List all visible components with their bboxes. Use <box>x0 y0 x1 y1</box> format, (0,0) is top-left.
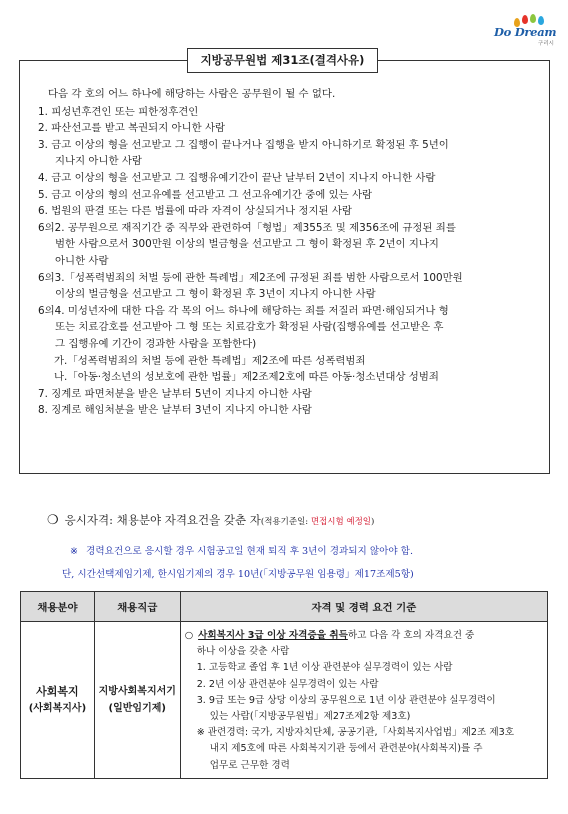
note-line-2: 단, 시간선택제임기제, 한시임기제의 경우 10년(「지방공무원 임용령」제17조제5항) <box>62 569 414 580</box>
law-item: 8. 징계로 해임처분을 받은 날부터 3년이 지나지 아니한 사람 <box>38 404 312 417</box>
qualification-note <box>62 540 550 586</box>
field-line-2: (사회복지사) <box>28 702 87 714</box>
note-mark-icon: ※ <box>70 546 79 557</box>
table-header-row <box>21 592 548 622</box>
qualification-paren-close: ) <box>371 517 375 527</box>
law-item-cont: 지나지 아니한 사람 <box>55 155 142 168</box>
req-item: 2. 2년 이상 관련분야 실무경력이 있는 사람 <box>196 678 379 690</box>
law-item: 6의4. 미성년자에 대한 다음 각 목의 어느 하나에 해당하는 죄를 저질러 파면·해임되거나 형 <box>38 304 449 317</box>
header-requirements: 자격 및 경력 요건 기준 <box>180 592 547 622</box>
law-item-cont: 그 집행유예 기간이 경과한 사람을 포함한다) <box>55 337 257 350</box>
req-note: ※ 관련경력: 국가, 지방자치단체, 공공기관,「사회복지사업법」제2조 제3호 <box>196 727 514 739</box>
logo-sub: 구리시 <box>538 41 554 47</box>
qualification-paren-red: 면접시험 예정일 <box>310 517 372 527</box>
grade-line-1: 지방사회복지서기 <box>98 685 176 697</box>
requirements-table <box>20 591 548 779</box>
law-item-cont: 또는 치료감호를 선고받아 그 형 또는 치료감호가 확정된 사람(집행유예를 선고받은 후 <box>55 321 444 334</box>
req-note-cont: 업무로 근무한 경력 <box>209 759 290 771</box>
field-cell <box>21 622 95 779</box>
req-intro-rest: 하고 다음 각 호의 자격요건 중 <box>347 630 475 641</box>
law-item-cont: 아니한 사람 <box>55 254 109 267</box>
law-subitem: 나.「아동·청소년의 성보호에 관한 법률」제2조제2호에 따른 아동·청소년대상 성범죄 <box>54 371 439 384</box>
req-intro-cont: 하나 이상을 갖춘 사람 <box>196 646 290 658</box>
circle-bullet-icon: ○ <box>184 630 194 641</box>
req-item-cont: 있는 사람(「지방공무원법」제27조제2항 제3호) <box>209 711 411 723</box>
law-intro: 다음 각 호의 어느 하나에 해당하는 사람은 공무원이 될 수 없다. <box>48 88 336 100</box>
grade-line-2: (일반임기제) <box>108 702 166 714</box>
requirements-cell <box>180 622 547 779</box>
req-item: 3. 9급 또는 9급 상당 이상의 공무원으로 1년 이상 관련분야 실무경력이 <box>196 694 496 706</box>
law-item: 5. 금고 이상의 형의 선고유예를 선고받고 그 선고유예기간 중에 있는 사람 <box>38 188 373 201</box>
grade-cell <box>94 622 180 779</box>
law-item: 6. 법원의 판결 또는 다른 법률에 따라 자격이 상실되거나 정지된 사람 <box>38 205 352 218</box>
qualification-title: 응시자격: 채용분야 자격요건을 갖춘 자 <box>64 513 261 527</box>
law-body <box>38 86 543 419</box>
law-item: 2. 파산선고를 받고 복권되지 아니한 사람 <box>38 122 226 135</box>
section-title <box>47 512 374 528</box>
qualification-paren-open: (적용기준일: <box>260 517 311 527</box>
law-item-cont: 범한 사람으로서 300만원 이상의 벌금형을 선고받고 그 형이 확정된 후 2년이 지나지 <box>55 238 439 251</box>
law-item: 1. 피성년후견인 또는 피한정후견인 <box>38 105 199 118</box>
law-title: 지방공무원법 제31조(결격사유) <box>187 48 378 73</box>
field-line-1: 사회복지 <box>36 684 79 698</box>
header-grade: 채용직급 <box>94 592 180 622</box>
logo-brand: Do Dream <box>494 25 557 39</box>
bullet-circle-icon: ❍ <box>47 513 59 528</box>
table-row <box>21 622 548 779</box>
law-item: 3. 금고 이상의 형을 선고받고 그 집행이 끝나거나 집행을 받지 아니하기로 확정된 후 5년이 <box>38 138 449 151</box>
law-item: 6의2. 공무원으로 재직기간 중 직무와 관련하여「형법」제355조 및 제356조에 규정된 죄를 <box>38 221 456 234</box>
law-subitem: 가.「성폭력범죄의 처벌 등에 관한 특례법」제2조에 따른 성폭력범죄 <box>54 354 366 367</box>
law-item-cont: 이상의 벌금형을 선고받고 그 형이 확정된 후 3년이 지나지 아니한 사람 <box>55 288 376 301</box>
req-intro-underlined: 사회복지사 3급 이상 자격증을 취득 <box>198 630 348 641</box>
note-line-1: 경력요건으로 응시할 경우 시험공고일 현재 퇴직 후 3년이 경과되지 않아야 함. <box>86 546 413 557</box>
law-item: 7. 징계로 파면처분을 받은 날부터 5년이 지나지 아니한 사람 <box>38 387 312 400</box>
law-item: 6의3.「성폭력범죄의 처벌 등에 관한 특례법」제2조에 규정된 죄를 범한 사람으로서 100만원 <box>38 271 463 284</box>
req-note-cont: 내지 제5호에 따른 사회복지기관 등에서 관련분야(사회복지)를 주 <box>209 743 483 755</box>
law-item: 4. 금고 이상의 형을 선고받고 그 집행유예기간이 끝난 날부터 2년이 지나지 아니한 사람 <box>38 171 436 184</box>
header-field: 채용분야 <box>21 592 95 622</box>
req-item: 1. 고등학교 졸업 후 1년 이상 관련분야 실무경력이 있는 사람 <box>196 662 453 674</box>
logo <box>492 14 560 46</box>
